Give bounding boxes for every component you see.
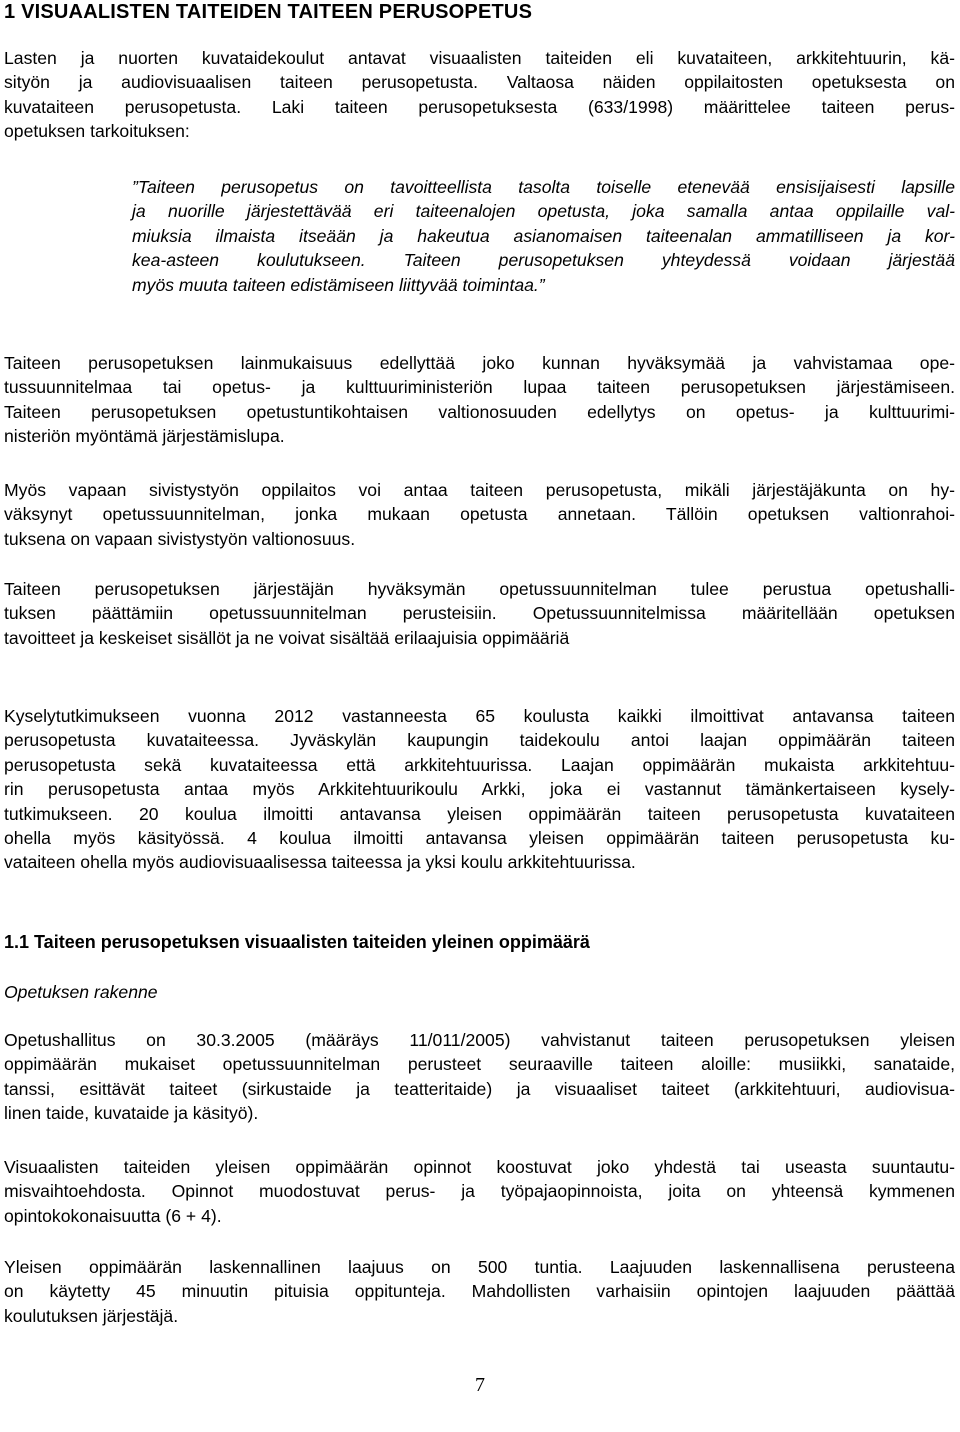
paragraph-line: on käytetty 45 minuutin pituisia oppitunteja. Mahdollisten varhaisiin opintojen laajuuden päättää bbox=[4, 1281, 955, 1302]
quote-line: miuksia ilmaista itseään ja hakeutua asianomaisen taiteenalan ammatilliseen ja kor- bbox=[132, 225, 955, 246]
paragraph-line: vataiteen ohella myös audiovisuaalisessa taiteessa ja yksi koulu arkkitehtuurissa. bbox=[4, 852, 636, 873]
paragraph-line: opintokokonaisuutta (6 + 4). bbox=[4, 1205, 222, 1226]
paragraph-line: Yleisen oppimäärän laskennallinen laajuus on 500 tuntia. Laajuuden laskennallisena perusteena bbox=[4, 1257, 955, 1277]
paragraph-scope bbox=[4, 1255, 955, 1328]
paragraph-line: tutkimukseen. 20 koulua ilmoitti antavansa yleisen oppimäärän taiteen perusopetusta kuvataiteen bbox=[4, 803, 955, 824]
paragraph-liberal-education bbox=[4, 478, 955, 551]
paragraph-line: ohella myös käsityössä. 4 koulua ilmoitti antavansa yleisen oppimäärän taiteen perusopetusta ku- bbox=[4, 828, 955, 849]
paragraph-curriculum bbox=[4, 577, 955, 650]
quote-line: ”Taiteen perusopetus on tavoitteellista tasolta toiselle etenevää ensisijaisesti lapsille bbox=[132, 177, 955, 197]
paragraph-line: tuksen päättämiin opetussuunnitelman perusteisiin. Opetussuunnitelmissa määritellään opetuksen bbox=[4, 603, 955, 624]
paragraph-line: koulutuksen järjestäjä. bbox=[4, 1305, 179, 1326]
paragraph-legality bbox=[4, 351, 955, 449]
paragraph-survey bbox=[4, 704, 955, 875]
paragraph-intro bbox=[4, 46, 955, 144]
paragraph-line: sityön ja audiovisuaalisen taiteen perusopetusta. Valtaosa näiden oppilaitosten opetuksesta on bbox=[4, 72, 955, 93]
paragraph-line: Myös vapaan sivistystyön oppilaitos voi antaa taiteen perusopetusta, mikäli järjestäjäkunta on hy- bbox=[4, 480, 955, 500]
law-quote bbox=[132, 175, 955, 297]
paragraph-curriculum-basis bbox=[4, 1028, 955, 1126]
paragraph-line: Taiteen perusopetuksen järjestäjän hyväksymän opetussuunnitelman tulee perustua opetushalli- bbox=[4, 579, 955, 599]
paragraph-line: väksynyt opetussuunnitelman, jonka mukaan opetusta annetaan. Tällöin opetuksen valtionrahoi- bbox=[4, 504, 955, 525]
paragraph-line: tussuunnitelmaa tai opetus- ja kulttuuriministeriön lupaa taiteen perusopetuksen järjestämiseen. bbox=[4, 377, 955, 398]
paragraph-studies bbox=[4, 1155, 955, 1228]
section-heading: 1 VISUAALISTEN TAITEIDEN TAITEEN PERUSOPETUS bbox=[4, 1, 533, 23]
paragraph-line: perusopetusta sekä kuvataiteessa että arkkitehtuurissa. Laajan oppimäärän mukaista arkkitehtuu- bbox=[4, 754, 955, 775]
paragraph-line: tanssi, esittävät taiteet (sirkustaide ja teatteritaide) ja visuaaliset taiteet (arkkitehtuuri, audiovisua- bbox=[4, 1078, 955, 1099]
quote-line: kea-asteen koulutukseen. Taiteen perusopetuksen yhteydessä voidaan järjestää bbox=[132, 250, 955, 271]
paragraph-line: Taiteen perusopetuksen lainmukaisuus edellyttää joko kunnan hyväksymää ja vahvistamaa ope- bbox=[4, 353, 955, 373]
paragraph-line: perusopetusta kuvataiteessa. Jyväskylän kaupungin taidekoulu antoi laajan oppimäärän taiteen bbox=[4, 730, 955, 751]
quote-line: ja nuorille järjestettävää eri taiteenalojen opetusta, joka samalla antaa oppilaille val- bbox=[132, 201, 955, 222]
paragraph-line: kuvataiteen perusopetusta. Laki taiteen perusopetuksesta (633/1998) määrittelee taiteen perus- bbox=[4, 96, 955, 117]
paragraph-line: Opetushallitus on 30.3.2005 (määräys 11/011/2005) vahvistanut taiteen perusopetuksen yleisen bbox=[4, 1030, 955, 1050]
paragraph-line: misvaihtoehdosta. Opinnot muodostuvat perus- ja työpajaopinnoista, joita on yhteensä kymmenen bbox=[4, 1181, 955, 1202]
paragraph-line: Kyselytutkimukseen vuonna 2012 vastanneesta 65 koulusta kaikki ilmoittivat antavansa taiteen bbox=[4, 706, 955, 726]
paragraph-line: opetuksen tarkoituksen: bbox=[4, 121, 190, 142]
paragraph-line: tuksena on vapaan sivistystyön valtionosuus. bbox=[4, 528, 356, 549]
paragraph-line: Taiteen perusopetuksen opetustuntikohtaisen valtionosuuden edellytys on opetus- ja kulttuurimi- bbox=[4, 401, 955, 422]
quote-line: myös muuta taiteen edistämiseen liittyvää toimintaa.” bbox=[132, 274, 545, 295]
subsubsection-heading: Opetuksen rakenne bbox=[4, 982, 158, 1002]
page-number: 7 bbox=[475, 1374, 485, 1396]
paragraph-line: tavoitteet ja keskeiset sisällöt ja ne voivat sisältää erilaajuisia oppimääriä bbox=[4, 627, 570, 648]
paragraph-line: linen taide, kuvataide ja käsityö). bbox=[4, 1103, 259, 1124]
paragraph-line: Lasten ja nuorten kuvataidekoulut antavat visuaalisten taiteiden eli kuvataiteen, arkkitehtuurin, kä- bbox=[4, 48, 955, 68]
paragraph-line: Visuaalisten taiteiden yleisen oppimäärän opinnot koostuvat joko yhdestä tai useasta suuntautu- bbox=[4, 1157, 955, 1177]
subsection-heading: 1.1 Taiteen perusopetuksen visuaalisten taiteiden yleinen oppimäärä bbox=[4, 932, 590, 952]
paragraph-line: nisteriön myöntämä järjestämislupa. bbox=[4, 426, 285, 447]
paragraph-line: rin perusopetusta antaa myös Arkkitehtuurikoulu Arkki, joka ei vastannut tämänkertaiseen kysely- bbox=[4, 779, 955, 800]
paragraph-line: oppimäärän mukaiset opetussuunnitelman perusteet seuraaville taiteen aloille: musiikki, sanataide, bbox=[4, 1054, 955, 1075]
